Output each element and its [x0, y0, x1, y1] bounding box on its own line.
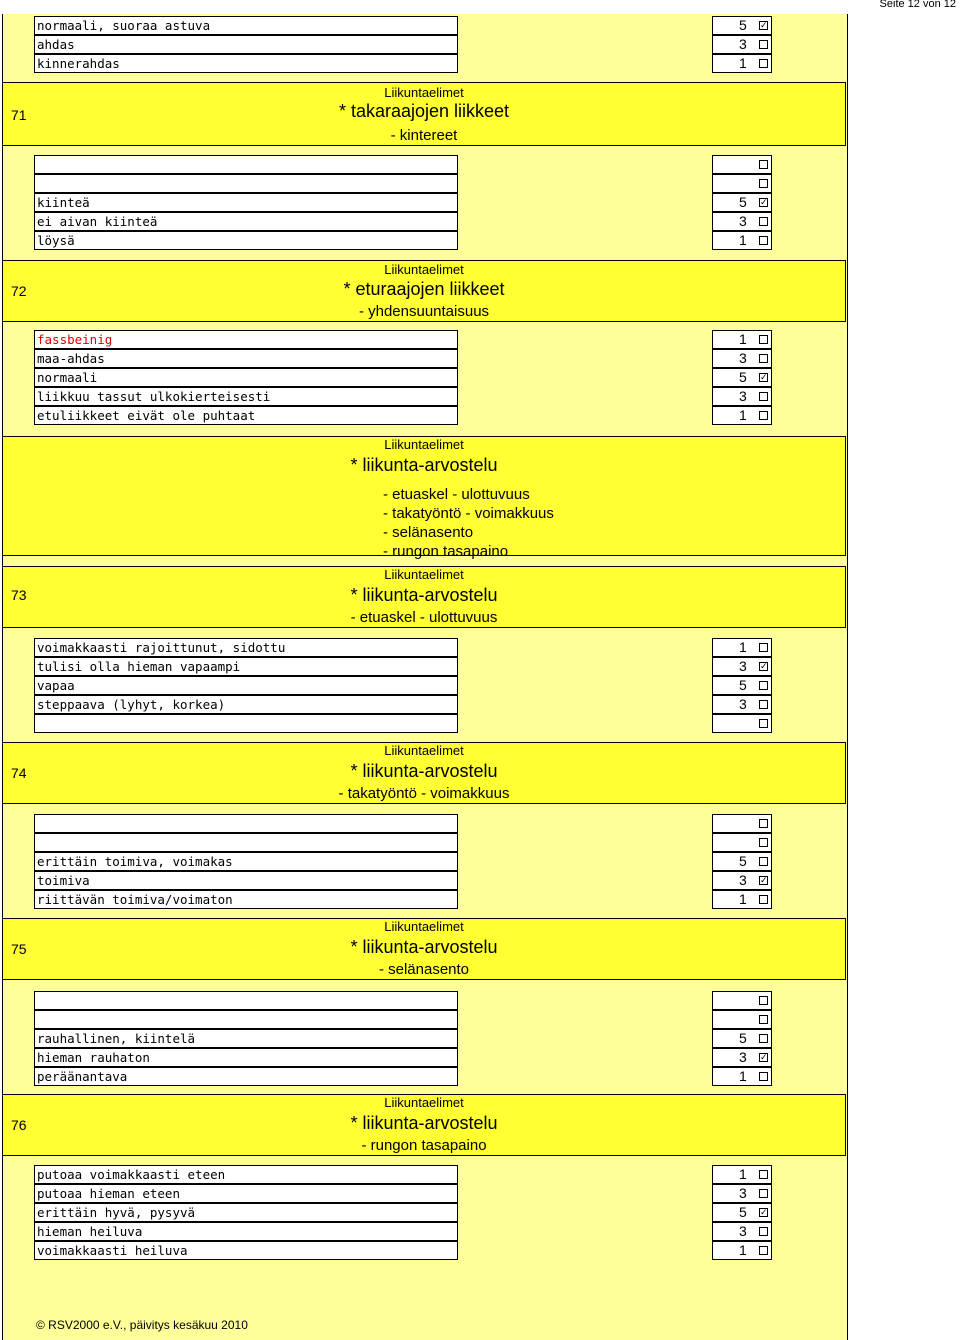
option-label — [34, 714, 458, 733]
option-label: putoaa hieman eteen — [34, 1184, 458, 1203]
score-cell[interactable] — [712, 330, 772, 349]
checkbox-icon[interactable] — [759, 719, 768, 728]
option-label: normaali, suoraa astuva — [34, 16, 458, 35]
score-cell[interactable] — [712, 1010, 772, 1029]
checkbox-icon[interactable] — [759, 819, 768, 828]
score-cell[interactable] — [712, 657, 772, 676]
section-subtitle: - etuaskel - ulottuvuus — [350, 609, 498, 626]
section-title: * liikunta-arvostelu — [350, 585, 498, 605]
page-number: Seite 12 von 12 — [879, 0, 956, 10]
option-label — [34, 833, 458, 852]
score-value: 3 — [739, 350, 747, 366]
score-cell[interactable] — [712, 193, 772, 212]
section-header — [2, 82, 846, 146]
score-value: 3 — [739, 1049, 747, 1065]
checkbox-icon[interactable] — [759, 996, 768, 1005]
score-cell[interactable] — [712, 387, 772, 406]
score-value: 1 — [739, 639, 747, 655]
score-value: 1 — [739, 331, 747, 347]
checkbox-icon[interactable] — [759, 40, 768, 49]
criterion-number: 75 — [11, 941, 27, 957]
score-cell[interactable] — [712, 16, 772, 35]
score-value: 1 — [739, 407, 747, 423]
section-title: * eturaajojen liikkeet — [343, 279, 505, 299]
option-label: etuliikkeet eivät ole puhtaat — [34, 406, 458, 425]
score-cell[interactable] — [712, 871, 772, 890]
score-cell[interactable] — [712, 852, 772, 871]
aspect-line: - takatyöntö - voimakkuus — [383, 505, 554, 522]
score-value: 3 — [739, 1223, 747, 1239]
option-label: voimakkaasti rajoittunut, sidottu — [34, 638, 458, 657]
checkbox-icon[interactable] — [759, 411, 768, 420]
checkbox-icon[interactable] — [759, 681, 768, 690]
checked-box-icon[interactable]: ✓ — [760, 875, 768, 885]
section-category: Liikuntaelimet — [384, 567, 464, 582]
aspect-line: - selänasento — [383, 524, 474, 541]
section-header — [2, 1094, 846, 1156]
score-value: 1 — [739, 1242, 747, 1258]
option-label — [34, 991, 458, 1010]
score-value: 3 — [739, 872, 747, 888]
score-cell[interactable] — [712, 1184, 772, 1203]
option-label: putoaa voimakkaasti eteen — [34, 1165, 458, 1184]
score-value: 3 — [739, 696, 747, 712]
section-category: Liikuntaelimet — [384, 1095, 464, 1110]
criterion-number: 71 — [11, 107, 27, 123]
score-cell[interactable] — [712, 54, 772, 73]
section-header — [2, 566, 846, 628]
score-cell[interactable] — [712, 212, 772, 231]
checkbox-icon[interactable] — [759, 179, 768, 188]
score-value: 5 — [739, 677, 747, 693]
section-header — [2, 742, 846, 804]
option-label: kinnerahdas — [34, 54, 458, 73]
checkbox-icon[interactable] — [759, 1227, 768, 1236]
option-label: tulisi olla hieman vapaampi — [34, 657, 458, 676]
section-title: * liikunta-arvostelu — [350, 761, 498, 781]
checkbox-icon[interactable] — [759, 236, 768, 245]
score-value: 1 — [739, 1068, 747, 1084]
score-cell[interactable] — [712, 991, 772, 1010]
section-subtitle: - kintereet — [390, 127, 458, 144]
checkbox-icon[interactable] — [759, 1072, 768, 1081]
criterion-number: 76 — [11, 1117, 27, 1133]
score-cell[interactable] — [712, 1222, 772, 1241]
checked-box-icon[interactable]: ✓ — [760, 197, 768, 207]
score-value: 5 — [739, 17, 747, 33]
score-value: 5 — [739, 369, 747, 385]
section-title: * liikunta-arvostelu — [350, 937, 498, 957]
score-value: 1 — [739, 891, 747, 907]
section-category: Liikuntaelimet — [384, 437, 464, 452]
checked-box-icon[interactable]: ✓ — [760, 372, 768, 382]
score-cell[interactable] — [712, 695, 772, 714]
option-label: fassbeinig — [34, 330, 458, 349]
option-label: liikkuu tassut ulkokierteisesti — [34, 387, 458, 406]
option-label: erittäin hyvä, pysyvä — [34, 1203, 458, 1222]
checkbox-icon[interactable] — [759, 354, 768, 363]
section-aspect-list — [383, 485, 554, 561]
score-cell[interactable] — [712, 231, 772, 250]
checkbox-icon[interactable] — [759, 59, 768, 68]
section-title: * liikunta-arvostelu — [350, 455, 498, 475]
section-category: Liikuntaelimet — [384, 919, 464, 934]
option-label: erittäin toimiva, voimakas — [34, 852, 458, 871]
score-cell[interactable] — [712, 174, 772, 193]
option-label: voimakkaasti heiluva — [34, 1241, 458, 1260]
score-cell[interactable] — [712, 714, 772, 733]
option-label — [34, 174, 458, 193]
section-header — [2, 918, 846, 980]
score-cell[interactable] — [712, 1241, 772, 1260]
aspect-line: - rungon tasapaino — [383, 543, 509, 560]
checkbox-icon[interactable] — [759, 643, 768, 652]
checkbox-icon[interactable] — [759, 857, 768, 866]
section-subtitle: - selänasento — [378, 961, 470, 978]
score-cell[interactable] — [712, 1165, 772, 1184]
criterion-number: 72 — [11, 283, 27, 299]
aspect-line: - etuaskel - ulottuvuus — [383, 486, 530, 503]
option-label: ahdas — [34, 35, 458, 54]
score-value: 1 — [739, 1166, 747, 1182]
criterion-number: 74 — [11, 765, 27, 781]
checkbox-icon[interactable] — [759, 1189, 768, 1198]
score-cell[interactable] — [712, 814, 772, 833]
score-cell[interactable] — [712, 638, 772, 657]
option-label — [34, 155, 458, 174]
option-label: normaali — [34, 368, 458, 387]
score-value: 3 — [739, 213, 747, 229]
section-category: Liikuntaelimet — [384, 743, 464, 758]
checkbox-icon[interactable] — [759, 1034, 768, 1043]
score-value: 1 — [739, 55, 747, 71]
score-value: 3 — [739, 388, 747, 404]
option-label: toimiva — [34, 871, 458, 890]
option-label — [34, 814, 458, 833]
section-category: Liikuntaelimet — [384, 262, 464, 277]
criterion-number: 73 — [11, 587, 27, 603]
footer-copyright: © RSV2000 e.V., päivitys kesäkuu 2010 — [36, 1318, 248, 1332]
option-label: hieman heiluva — [34, 1222, 458, 1241]
score-value: 5 — [739, 853, 747, 869]
checkbox-icon[interactable] — [759, 1015, 768, 1024]
section-subtitle: - yhdensuuntaisuus — [358, 303, 490, 320]
checked-box-icon[interactable]: ✓ — [760, 1207, 768, 1217]
option-label: riittävän toimiva/voimaton — [34, 890, 458, 909]
checkbox-icon[interactable] — [759, 895, 768, 904]
score-cell[interactable] — [712, 1067, 772, 1086]
score-cell[interactable] — [712, 368, 772, 387]
checkbox-icon[interactable] — [759, 160, 768, 169]
checkbox-icon[interactable] — [759, 1170, 768, 1179]
score-value: 3 — [739, 1185, 747, 1201]
section-header — [2, 436, 846, 560]
score-cell[interactable] — [712, 406, 772, 425]
option-label: löysä — [34, 231, 458, 250]
score-cell[interactable] — [712, 1048, 772, 1067]
checked-box-icon[interactable]: ✓ — [760, 661, 768, 671]
score-cell[interactable] — [712, 833, 772, 852]
score-value: 3 — [739, 658, 747, 674]
checkbox-icon[interactable] — [759, 217, 768, 226]
section-title: * liikunta-arvostelu — [350, 1113, 498, 1133]
option-label: maa-ahdas — [34, 349, 458, 368]
section-category: Liikuntaelimet — [384, 85, 464, 100]
score-value: 5 — [739, 194, 747, 210]
checkbox-icon[interactable] — [759, 1246, 768, 1255]
checked-box-icon[interactable]: ✓ — [760, 1052, 768, 1062]
option-label: rauhallinen, kiintelä — [34, 1029, 458, 1048]
checked-box-icon[interactable]: ✓ — [760, 20, 768, 30]
option-label: peräänantava — [34, 1067, 458, 1086]
option-label: vapaa — [34, 676, 458, 695]
section-title: * takaraajojen liikkeet — [338, 101, 510, 121]
score-value: 5 — [739, 1204, 747, 1220]
checkbox-icon[interactable] — [759, 700, 768, 709]
option-label: ei aivan kiinteä — [34, 212, 458, 231]
score-cell[interactable] — [712, 349, 772, 368]
score-value: 5 — [739, 1030, 747, 1046]
section-subtitle: - takatyöntö - voimakkuus — [338, 785, 510, 802]
score-cell[interactable] — [712, 676, 772, 695]
section-subtitle: - rungon tasapaino — [361, 1137, 487, 1154]
score-cell[interactable] — [712, 155, 772, 174]
score-cell[interactable] — [712, 1203, 772, 1222]
option-label: kiinteä — [34, 193, 458, 212]
score-value: 1 — [739, 232, 747, 248]
option-label — [34, 1010, 458, 1029]
section-header — [2, 260, 846, 322]
checkbox-icon[interactable] — [759, 392, 768, 401]
score-cell[interactable] — [712, 890, 772, 909]
checkbox-icon[interactable] — [759, 838, 768, 847]
score-cell[interactable] — [712, 35, 772, 54]
score-cell[interactable] — [712, 1029, 772, 1048]
option-label: steppaava (lyhyt, korkea) — [34, 695, 458, 714]
score-value: 3 — [739, 36, 747, 52]
option-label: hieman rauhaton — [34, 1048, 458, 1067]
checkbox-icon[interactable] — [759, 335, 768, 344]
